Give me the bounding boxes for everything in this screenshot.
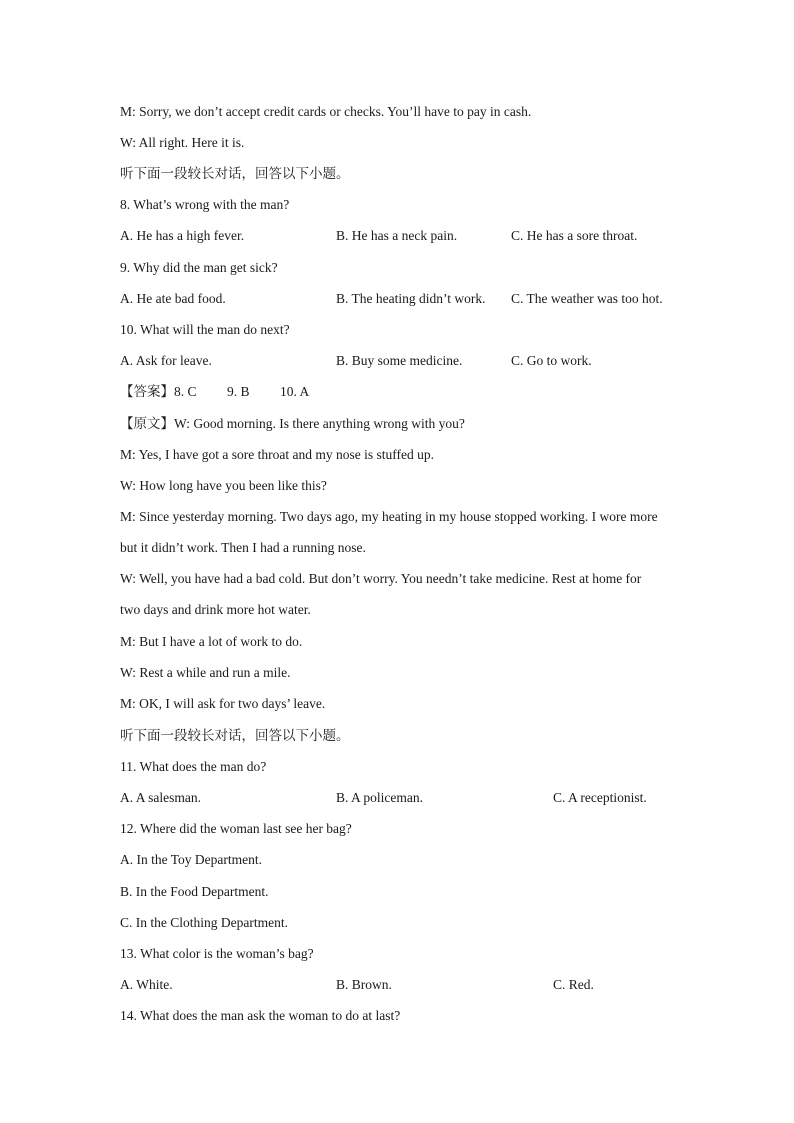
option-a: A. He ate bad food.	[120, 291, 226, 306]
option-a: A. In the Toy Department.	[120, 852, 263, 867]
question-9: 9. Why did the man get sick?	[120, 260, 278, 275]
transcript-line: two days and drink more hot water.	[120, 602, 311, 617]
option-a: A. A salesman.	[120, 790, 201, 805]
question-10-options	[120, 352, 680, 370]
option-a: A. He has a high fever.	[120, 228, 245, 243]
section-instruction: 听下面一段较长对话，回答以下小题。	[120, 166, 350, 181]
option-a: A. Ask for leave.	[120, 353, 212, 368]
answer-10: 10. A	[280, 384, 310, 399]
question-14: 14. What does the man ask the woman to do at last?	[120, 1008, 401, 1023]
dialogue-line: M: Sorry, we don’t accept credit cards or checks. You’ll have to pay in cash.	[120, 104, 532, 119]
option-b: B. Brown.	[336, 977, 392, 992]
option-c: C. He has a sore throat.	[511, 228, 638, 243]
transcript-line: 【原文】W: Good morning. Is there anything wrong with you?	[120, 416, 465, 431]
option-a: A. White.	[120, 977, 173, 992]
question-12: 12. Where did the woman last see her bag?	[120, 821, 352, 836]
transcript-line: M: OK, I will ask for two days’ leave.	[120, 696, 326, 711]
transcript-line: M: Yes, I have got a sore throat and my nose is stuffed up.	[120, 447, 434, 462]
question-8: 8. What’s wrong with the man?	[120, 197, 290, 212]
transcript-line: W: Well, you have had a bad cold. But don’t worry. You needn’t take medicine. Rest at home for	[120, 571, 642, 586]
transcript-line: M: But I have a lot of work to do.	[120, 634, 303, 649]
option-b: B. Buy some medicine.	[336, 353, 463, 368]
question-8-options	[120, 227, 680, 245]
question-11: 11. What does the man do?	[120, 759, 267, 774]
option-c: C. Red.	[553, 977, 594, 992]
answer-key	[120, 383, 680, 401]
question-9-options	[120, 290, 680, 308]
option-c: C. The weather was too hot.	[511, 291, 663, 306]
option-b: B. A policeman.	[336, 790, 423, 805]
answer-prefix: 【答案】8. C	[120, 384, 197, 399]
transcript-line: M: Since yesterday morning. Two days ago, my heating in my house stopped working. I wore more	[120, 509, 658, 524]
transcript-line: W: Rest a while and run a mile.	[120, 665, 291, 680]
option-b: B. In the Food Department.	[120, 884, 269, 899]
dialogue-line: W: All right. Here it is.	[120, 135, 245, 150]
answer-9: 9. B	[227, 384, 250, 399]
question-10: 10. What will the man do next?	[120, 322, 290, 337]
transcript-line: but it didn’t work. Then I had a running nose.	[120, 540, 366, 555]
transcript-line: W: How long have you been like this?	[120, 478, 327, 493]
option-b: B. The heating didn’t work.	[336, 291, 486, 306]
question-11-options	[120, 789, 680, 807]
question-13: 13. What color is the woman’s bag?	[120, 946, 314, 961]
option-c: C. A receptionist.	[553, 790, 647, 805]
section-instruction: 听下面一段较长对话，回答以下小题。	[120, 728, 350, 743]
option-c: C. Go to work.	[511, 353, 592, 368]
option-c: C. In the Clothing Department.	[120, 915, 288, 930]
question-13-options	[120, 976, 680, 994]
option-b: B. He has a neck pain.	[336, 228, 458, 243]
